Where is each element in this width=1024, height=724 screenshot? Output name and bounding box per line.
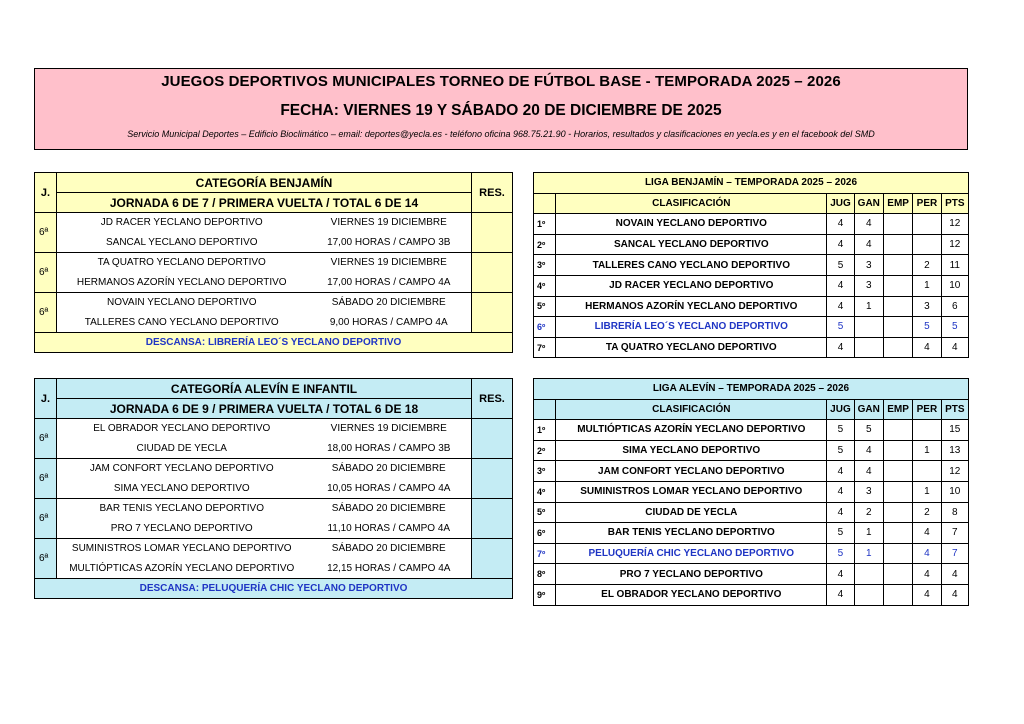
stat-pts: 7	[941, 523, 968, 544]
column-header: JUG	[827, 193, 854, 214]
position: 3º	[534, 255, 556, 276]
stat-gan: 4	[854, 214, 883, 235]
stat-pts: 4	[941, 337, 968, 358]
standings-row	[534, 564, 969, 585]
team-name: NOVAIN YECLANO DEPORTIVO	[556, 214, 827, 235]
team-name: LIBRERÍA LEO´S YECLANO DEPORTIVO	[556, 317, 827, 338]
position: 7º	[534, 543, 556, 564]
away-team: PRO 7 YECLANO DEPORTIVO	[57, 519, 307, 539]
stat-emp	[883, 543, 912, 564]
stat-gan: 4	[854, 461, 883, 482]
match-jornada: 6ª	[35, 459, 57, 499]
column-header: PTS	[941, 193, 968, 214]
team-name: PRO 7 YECLANO DEPORTIVO	[556, 564, 827, 585]
stat-per: 2	[913, 255, 941, 276]
match-time: 12,15 HORAS / CAMPO 4A	[307, 559, 472, 579]
result-cell[interactable]	[472, 253, 513, 293]
stat-per	[913, 234, 941, 255]
stat-gan: 3	[854, 255, 883, 276]
match-day: SÁBADO 20 DICIEMBRE	[307, 459, 472, 479]
stat-pts: 5	[941, 317, 968, 338]
stat-pts: 7	[941, 543, 968, 564]
j-header: J.	[35, 379, 57, 419]
stat-gan: 5	[854, 420, 883, 441]
stat-per: 3	[913, 296, 941, 317]
match-row-2	[35, 273, 513, 293]
stat-pts: 10	[941, 481, 968, 502]
stat-gan: 1	[854, 296, 883, 317]
stat-per: 5	[913, 317, 941, 338]
page-date: FECHA: VIERNES 19 Y SÁBADO 20 DE DICIEMBRE DE 2025	[280, 102, 722, 119]
column-header: CLASIFICACIÓN	[556, 193, 827, 214]
match-row-2	[35, 519, 513, 539]
stat-per: 1	[913, 275, 941, 296]
page-info: Servicio Municipal Deportes – Edificio Bioclimático – email: deportes@yecla.es - teléfono oficina 968.75.21.90 - Horarios, resultados y clasificaciones en yecla.es y en el facebook del SMD	[127, 129, 875, 139]
home-team: NOVAIN YECLANO DEPORTIVO	[57, 293, 307, 313]
stat-per: 4	[913, 543, 941, 564]
standings-row	[534, 584, 969, 605]
team-name: JD RACER YECLANO DEPORTIVO	[556, 275, 827, 296]
stat-pts: 10	[941, 275, 968, 296]
match-jornada: 6ª	[35, 253, 57, 293]
position: 9º	[534, 584, 556, 605]
team-name: PELUQUERÍA CHIC YECLANO DEPORTIVO	[556, 543, 827, 564]
stat-per: 4	[913, 564, 941, 585]
standings-row	[534, 317, 969, 338]
match-row	[35, 499, 513, 519]
match-row	[35, 539, 513, 559]
match-jornada: 6ª	[35, 419, 57, 459]
stat-emp	[883, 502, 912, 523]
stat-per: 1	[913, 481, 941, 502]
stat-pts: 6	[941, 296, 968, 317]
match-time: 17,00 HORAS / CAMPO 4A	[307, 273, 472, 293]
stat-emp	[883, 296, 912, 317]
home-team: JD RACER YECLANO DEPORTIVO	[57, 213, 307, 233]
j-header: J.	[35, 173, 57, 213]
match-row-2	[35, 479, 513, 499]
position: 6º	[534, 523, 556, 544]
stat-jug: 5	[827, 255, 854, 276]
team-name: JAM CONFORT YECLANO DEPORTIVO	[556, 461, 827, 482]
result-cell[interactable]	[472, 213, 513, 253]
match-row-2	[35, 559, 513, 579]
result-cell[interactable]	[472, 499, 513, 539]
stat-jug: 4	[827, 502, 854, 523]
home-team: TA QUATRO YECLANO DEPORTIVO	[57, 253, 307, 273]
stat-gan: 4	[854, 440, 883, 461]
page-header	[34, 68, 968, 150]
match-jornada: 6ª	[35, 293, 57, 333]
away-team: TALLERES CANO YECLANO DEPORTIVO	[57, 313, 307, 333]
stat-pts: 4	[941, 584, 968, 605]
match-row	[35, 293, 513, 313]
stat-pts: 4	[941, 564, 968, 585]
stat-pts: 11	[941, 255, 968, 276]
result-cell[interactable]	[472, 419, 513, 459]
column-header: PER	[913, 193, 941, 214]
position: 4º	[534, 275, 556, 296]
stat-jug: 4	[827, 337, 854, 358]
match-row	[35, 213, 513, 233]
column-header: JUG	[827, 399, 854, 420]
pos-header	[534, 193, 556, 214]
match-row-2	[35, 313, 513, 333]
stat-emp	[883, 523, 912, 544]
stat-pts: 15	[941, 420, 968, 441]
position: 2º	[534, 234, 556, 255]
stat-pts: 13	[941, 440, 968, 461]
jornada-title: JORNADA 6 DE 9 / PRIMERA VUELTA / TOTAL 6 DE 18	[57, 399, 472, 419]
rest-team: DESCANSA: LIBRERÍA LEO´S YECLANO DEPORTIVO	[35, 333, 513, 353]
alevin-standings-table	[533, 378, 969, 606]
stat-emp	[883, 275, 912, 296]
standings-row	[534, 275, 969, 296]
match-time: 11,10 HORAS / CAMPO 4A	[307, 519, 472, 539]
stat-gan: 1	[854, 543, 883, 564]
stat-gan	[854, 317, 883, 338]
stat-gan	[854, 564, 883, 585]
standings-row	[534, 543, 969, 564]
stat-gan	[854, 337, 883, 358]
position: 5º	[534, 502, 556, 523]
standings-row	[534, 420, 969, 441]
rest-team: DESCANSA: PELUQUERÍA CHIC YECLANO DEPORTIVO	[35, 579, 513, 599]
stat-gan	[854, 584, 883, 605]
stat-emp	[883, 481, 912, 502]
stat-gan: 2	[854, 502, 883, 523]
page-title: JUEGOS DEPORTIVOS MUNICIPALES TORNEO DE FÚTBOL BASE - TEMPORADA 2025 – 2026	[161, 73, 841, 90]
alevin-schedule-table	[34, 378, 513, 599]
benjamin-standings-table	[533, 172, 969, 358]
position: 3º	[534, 461, 556, 482]
standings-title: LIGA ALEVÍN – TEMPORADA 2025 – 2026	[534, 379, 969, 400]
position: 4º	[534, 481, 556, 502]
match-jornada: 6ª	[35, 499, 57, 539]
category-title: CATEGORÍA BENJAMÍN	[57, 173, 472, 193]
stat-per	[913, 214, 941, 235]
stat-gan: 4	[854, 234, 883, 255]
result-cell[interactable]	[472, 459, 513, 499]
away-team: SIMA YECLANO DEPORTIVO	[57, 479, 307, 499]
stat-jug: 4	[827, 481, 854, 502]
team-name: BAR TENIS YECLANO DEPORTIVO	[556, 523, 827, 544]
standings-row	[534, 481, 969, 502]
stat-per: 4	[913, 584, 941, 605]
match-day: VIERNES 19 DICIEMBRE	[307, 419, 472, 439]
res-header: RES.	[472, 379, 513, 419]
match-time: 18,00 HORAS / CAMPO 3B	[307, 439, 472, 459]
stat-pts: 8	[941, 502, 968, 523]
standings-row	[534, 214, 969, 235]
result-cell[interactable]	[472, 539, 513, 579]
stat-jug: 5	[827, 317, 854, 338]
match-row-2	[35, 233, 513, 253]
res-header: RES.	[472, 173, 513, 213]
position: 6º	[534, 317, 556, 338]
column-header: EMP	[883, 399, 912, 420]
stat-per	[913, 420, 941, 441]
home-team: JAM CONFORT YECLANO DEPORTIVO	[57, 459, 307, 479]
category-title: CATEGORÍA ALEVÍN E INFANTIL	[57, 379, 472, 399]
stat-gan: 3	[854, 481, 883, 502]
team-name: SIMA YECLANO DEPORTIVO	[556, 440, 827, 461]
standings-row	[534, 440, 969, 461]
stat-pts: 12	[941, 461, 968, 482]
team-name: EL OBRADOR YECLANO DEPORTIVO	[556, 584, 827, 605]
column-header: GAN	[854, 399, 883, 420]
stat-jug: 4	[827, 564, 854, 585]
stat-per	[913, 461, 941, 482]
away-team: SANCAL YECLANO DEPORTIVO	[57, 233, 307, 253]
stat-emp	[883, 234, 912, 255]
standings-row	[534, 337, 969, 358]
standings-row	[534, 234, 969, 255]
position: 5º	[534, 296, 556, 317]
stat-jug: 4	[827, 296, 854, 317]
jornada-title: JORNADA 6 DE 7 / PRIMERA VUELTA / TOTAL 6 DE 14	[57, 193, 472, 213]
standings-title: LIGA BENJAMÍN – TEMPORADA 2025 – 2026	[534, 173, 969, 194]
stat-jug: 4	[827, 275, 854, 296]
stat-pts: 12	[941, 214, 968, 235]
column-header: GAN	[854, 193, 883, 214]
standings-row	[534, 523, 969, 544]
stat-emp	[883, 461, 912, 482]
stat-per: 4	[913, 337, 941, 358]
team-name: SUMINISTROS LOMAR YECLANO DEPORTIVO	[556, 481, 827, 502]
team-name: CIUDAD DE YECLA	[556, 502, 827, 523]
stat-jug: 4	[827, 584, 854, 605]
match-row	[35, 459, 513, 479]
match-row	[35, 253, 513, 273]
home-team: SUMINISTROS LOMAR YECLANO DEPORTIVO	[57, 539, 307, 559]
stat-jug: 4	[827, 461, 854, 482]
column-header: CLASIFICACIÓN	[556, 399, 827, 420]
stat-gan: 3	[854, 275, 883, 296]
stat-pts: 12	[941, 234, 968, 255]
pos-header	[534, 399, 556, 420]
away-team: CIUDAD DE YECLA	[57, 439, 307, 459]
match-day: VIERNES 19 DICIEMBRE	[307, 253, 472, 273]
standings-row	[534, 502, 969, 523]
stat-jug: 5	[827, 440, 854, 461]
team-name: SANCAL YECLANO DEPORTIVO	[556, 234, 827, 255]
stat-emp	[883, 420, 912, 441]
away-team: MULTIÓPTICAS AZORÍN YECLANO DEPORTIVO	[57, 559, 307, 579]
stat-emp	[883, 440, 912, 461]
match-jornada: 6ª	[35, 539, 57, 579]
stat-emp	[883, 317, 912, 338]
match-time: 10,05 HORAS / CAMPO 4A	[307, 479, 472, 499]
stat-emp	[883, 564, 912, 585]
match-day: SÁBADO 20 DICIEMBRE	[307, 293, 472, 313]
position: 7º	[534, 337, 556, 358]
home-team: EL OBRADOR YECLANO DEPORTIVO	[57, 419, 307, 439]
stat-jug: 5	[827, 420, 854, 441]
stat-jug: 5	[827, 543, 854, 564]
match-time: 17,00 HORAS / CAMPO 3B	[307, 233, 472, 253]
stat-per: 4	[913, 523, 941, 544]
match-time: 9,00 HORAS / CAMPO 4A	[307, 313, 472, 333]
match-row-2	[35, 439, 513, 459]
team-name: MULTIÓPTICAS AZORÍN YECLANO DEPORTIVO	[556, 420, 827, 441]
position: 2º	[534, 440, 556, 461]
stat-gan: 1	[854, 523, 883, 544]
match-row	[35, 419, 513, 439]
away-team: HERMANOS AZORÍN YECLANO DEPORTIVO	[57, 273, 307, 293]
standings-row	[534, 255, 969, 276]
standings-row	[534, 461, 969, 482]
benjamin-schedule-table	[34, 172, 513, 353]
position: 8º	[534, 564, 556, 585]
match-day: SÁBADO 20 DICIEMBRE	[307, 539, 472, 559]
stat-jug: 4	[827, 234, 854, 255]
stat-per: 1	[913, 440, 941, 461]
match-day: SÁBADO 20 DICIEMBRE	[307, 499, 472, 519]
stat-emp	[883, 214, 912, 235]
stat-jug: 5	[827, 523, 854, 544]
standings-row	[534, 296, 969, 317]
stat-emp	[883, 584, 912, 605]
column-header: EMP	[883, 193, 912, 214]
stat-emp	[883, 255, 912, 276]
team-name: HERMANOS AZORÍN YECLANO DEPORTIVO	[556, 296, 827, 317]
stat-jug: 4	[827, 214, 854, 235]
stat-per: 2	[913, 502, 941, 523]
team-name: TALLERES CANO YECLANO DEPORTIVO	[556, 255, 827, 276]
match-jornada: 6ª	[35, 213, 57, 253]
position: 1º	[534, 214, 556, 235]
column-header: PER	[913, 399, 941, 420]
stat-emp	[883, 337, 912, 358]
result-cell[interactable]	[472, 293, 513, 333]
match-day: VIERNES 19 DICIEMBRE	[307, 213, 472, 233]
home-team: BAR TENIS YECLANO DEPORTIVO	[57, 499, 307, 519]
team-name: TA QUATRO YECLANO DEPORTIVO	[556, 337, 827, 358]
column-header: PTS	[941, 399, 968, 420]
position: 1º	[534, 420, 556, 441]
